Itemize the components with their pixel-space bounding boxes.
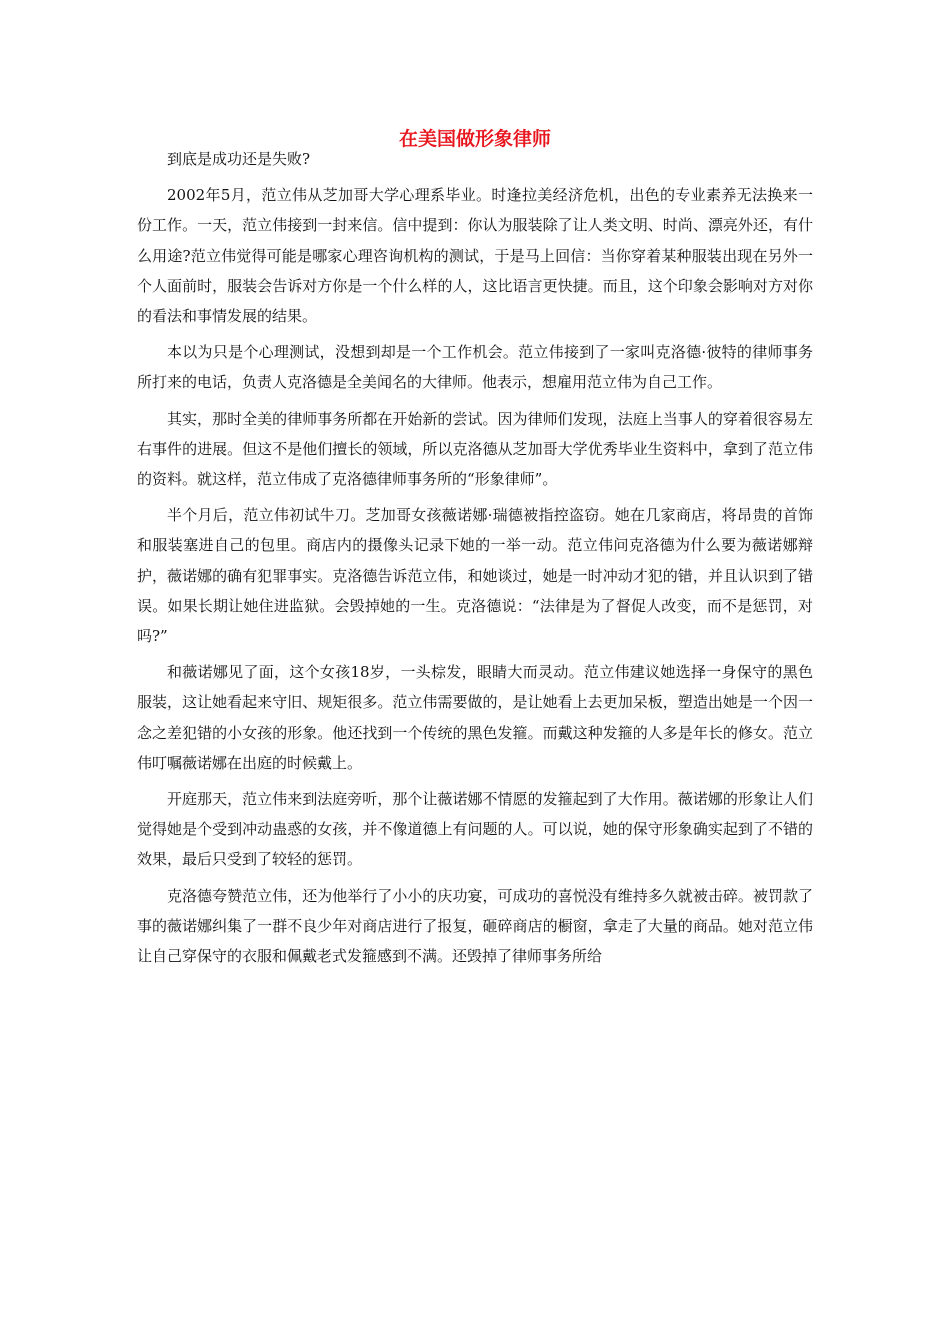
- document-body: [137, 144, 813, 971]
- paragraph-3: 其实，那时全美的律师事务所都在开始新的尝试。因为律师们发现，法庭上当事人的穿着很容易左右事件的进展。但这不是他们擅长的领域，所以克洛德从芝加哥大学优秀毕业生资料中，拿到了范立伟的资料。就这样，范立伟成了克洛德律师事务所的“形象律师”。: [137, 409, 813, 489]
- paragraph-1: 2002年5月，范立伟从芝加哥大学心理系毕业。时逢拉美经济危机，出色的专业素养无法换来一份工作。一天，范立伟接到一封来信。信中提到：你认为服装除了让人类文明、时尚、漂亮外还，有什么用途?范立伟觉得可能是哪家心理咨询机构的测试，于是马上回信：当你穿着某种服装出现在另外一个人面前时，服装会告诉对方你是一个什么样的人，这比语言更快捷。而且，这个印象会影响对方对你的看法和事情发展的结果。: [137, 186, 813, 326]
- paragraph-7: 克洛德夸赞范立伟，还为他举行了小小的庆功宴，可成功的喜悦没有维持多久就被击碎。被罚款了事的薇诺娜纠集了一群不良少年对商店进行了报复，砸碎商店的橱窗，拿走了大量的商品。她对范立伟让自己穿保守的衣服和佩戴老式发箍感到不满。还毁掉了律师事务所给: [137, 886, 813, 966]
- paragraph-2: 本以为只是个心理测试，没想到却是一个工作机会。范立伟接到了一家叫克洛德·彼特的律师事务所打来的电话，负责人克洛德是全美闻名的大律师。他表示，想雇用范立伟为自己工作。: [137, 343, 813, 392]
- paragraph-5: 和薇诺娜见了面，这个女孩18岁，一头棕发，眼睛大而灵动。范立伟建议她选择一身保守的黑色服装，这让她看起来守旧、规矩很多。范立伟需要做的，是让她看上去更加呆板，塑造出她是一个因一念之差犯错的小女孩的形象。他还找到一个传统的黑色发箍。而戴这种发箍的人多是年长的修女。范立伟叮嘱薇诺娜在出庭的时候戴上。: [137, 663, 813, 772]
- document-subtitle: 到底是成功还是失败?: [167, 150, 311, 168]
- paragraph-4: 半个月后，范立伟初试牛刀。芝加哥女孩薇诺娜·瑞德被指控盗窃。她在几家商店，将昂贵的首饰和服装塞进自己的包里。商店内的摄像头记录下她的一举一动。范立伟问克洛德为什么要为薇诺娜辩护，薇诺娜的确有犯罪事实。克洛德告诉范立伟，和她谈过，她是一时冲动才犯的错，并且认识到了错误。如果长期让她住进监狱。会毁掉她的一生。克洛德说：“法律是为了督促人改变，而不是惩罚，对吗?”: [137, 506, 813, 646]
- paragraph-6: 开庭那天，范立伟来到法庭旁听，那个让薇诺娜不情愿的发箍起到了大作用。薇诺娜的形象让人们觉得她是个受到冲动蛊惑的女孩，并不像道德上有问题的人。可以说，她的保守形象确实起到了不错的效果，最后只受到了较轻的惩罚。: [137, 790, 813, 869]
- document-title: 在美国做形象律师: [398, 128, 551, 150]
